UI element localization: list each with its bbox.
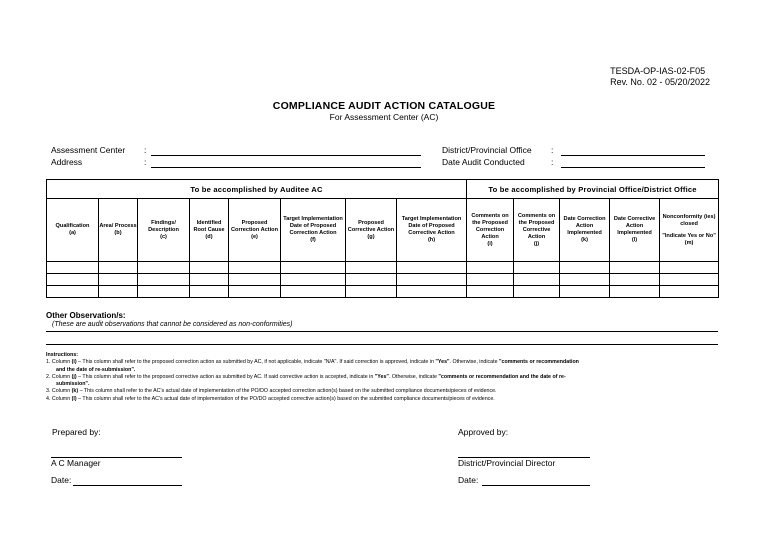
- table-cell[interactable]: [610, 262, 660, 274]
- column-header: Comments on the Proposed Correction Action (i): [467, 199, 514, 262]
- instructions: [46, 352, 726, 403]
- instructions-title: Instructions:: [46, 352, 79, 358]
- table-cell[interactable]: [229, 262, 281, 274]
- table-cell[interactable]: [660, 274, 719, 286]
- district-director-label: District/Provincial Director: [458, 458, 556, 468]
- table-cell[interactable]: [47, 262, 99, 274]
- table-cell[interactable]: [190, 262, 229, 274]
- section-provincial-office: To be accomplished by Provincial Office/District Office: [467, 180, 719, 199]
- ac-manager-label: A C Manager: [51, 458, 101, 468]
- column-header: Identified Root Cause (d): [190, 199, 229, 262]
- document-code: [610, 66, 710, 88]
- table-cell[interactable]: [346, 262, 397, 274]
- address-colon: :: [144, 157, 147, 167]
- district-office-field[interactable]: [561, 155, 705, 156]
- district-office-colon: :: [551, 145, 554, 155]
- table-cell[interactable]: [467, 286, 514, 298]
- table-cell[interactable]: [660, 286, 719, 298]
- table-cell[interactable]: [190, 286, 229, 298]
- table-cell[interactable]: [660, 262, 719, 274]
- section-auditee: To be accomplished by Auditee AC: [47, 180, 467, 199]
- table-cell[interactable]: [610, 286, 660, 298]
- table-cell[interactable]: [346, 286, 397, 298]
- column-header: Comments on the Proposed Corrective Action (j): [514, 199, 560, 262]
- observations-title: Other Observation/s:: [46, 311, 126, 320]
- observations-line[interactable]: [46, 331, 718, 332]
- column-header: Date Correction Action Implemented (k): [560, 199, 610, 262]
- page-title: COMPLIANCE AUDIT ACTION CATALOGUE: [272, 100, 496, 112]
- table-cell[interactable]: [229, 286, 281, 298]
- table-cell[interactable]: [514, 262, 560, 274]
- instruction-item: 4. Column (l) – This column shall refer to the AC's actual date of implementation of the PO/DO accepted corrective action(s) based on the submitted compliance documents/pieces of evidence.: [46, 395, 495, 402]
- table-row: [47, 262, 719, 274]
- approved-by-label: Approved by:: [458, 427, 509, 437]
- column-header: Proposed Correction Action (e): [229, 199, 281, 262]
- table-cell[interactable]: [47, 274, 99, 286]
- instruction-item: 1. Column (i) – This column shall refer to the proposed correction action as submitted by AC, if not applicable, indicate "N/A". If said correction is approved, indicate in "Yes". Otherwise, indicate "comments or recommendation: [46, 359, 579, 366]
- table-row: [47, 286, 719, 298]
- revision-number: Rev. No. 02 - 05/20/2022: [610, 77, 710, 87]
- table-cell[interactable]: [397, 274, 467, 286]
- prepared-by-label: Prepared by:: [52, 427, 101, 437]
- table-cell[interactable]: [397, 262, 467, 274]
- table-cell[interactable]: [281, 274, 346, 286]
- table-cell[interactable]: [47, 286, 99, 298]
- table-cell[interactable]: [514, 286, 560, 298]
- date-left-field[interactable]: [73, 485, 182, 486]
- column-header: Target Implementation Date of Proposed Corrective Action (h): [397, 199, 467, 262]
- table-cell[interactable]: [560, 262, 610, 274]
- date-right-label: Date:: [458, 475, 479, 485]
- table-cell[interactable]: [610, 274, 660, 286]
- table-cell[interactable]: [467, 274, 514, 286]
- table-cell[interactable]: [138, 286, 190, 298]
- column-header: Target Implementation Date of Proposed Correction Action (f): [281, 199, 346, 262]
- instruction-item: 2. Column (j) – This column shall refer to the proposed corrective action as submitted by AC. If said corrective action is accepted, indicate in "Yes". Otherwise, indicate "comments or recommendation and the date of re-: [46, 373, 566, 380]
- assessment-center-colon: :: [144, 145, 147, 155]
- assessment-center-field[interactable]: [151, 155, 421, 156]
- instruction-item-continued: and the date of re-submission".: [56, 366, 136, 373]
- table-cell[interactable]: [560, 286, 610, 298]
- table-cell[interactable]: [99, 286, 138, 298]
- table-cell[interactable]: [281, 286, 346, 298]
- district-office-label: District/Provincial Office: [442, 145, 532, 155]
- address-label: Address: [51, 157, 83, 167]
- page-subtitle: For Assessment Center (AC): [329, 112, 439, 122]
- instruction-item-continued: submission".: [56, 381, 90, 388]
- table-cell[interactable]: [467, 262, 514, 274]
- instruction-item: 3. Column (k) – This column shall refer to the AC's actual date of implementation of the PO/DO accepted correction action(s) based on the submitted compliance documents/pieces of evidence.: [46, 388, 497, 395]
- table-cell[interactable]: [560, 274, 610, 286]
- date-audit-colon: :: [551, 157, 554, 167]
- date-left-label: Date:: [51, 475, 72, 485]
- date-audit-field[interactable]: [561, 167, 705, 168]
- address-field[interactable]: [151, 167, 421, 168]
- form-code: TESDA-OP-IAS-02-F05: [610, 66, 706, 76]
- column-header: Qualification (a): [47, 199, 99, 262]
- audit-action-table: [46, 179, 719, 298]
- table-cell[interactable]: [99, 274, 138, 286]
- column-header: Nonconformity (ies) closed "Indicate Yes or No" (m): [660, 199, 719, 262]
- table-cell[interactable]: [346, 274, 397, 286]
- table-cell[interactable]: [99, 262, 138, 274]
- table-row: [47, 274, 719, 286]
- observations-note: (These are audit observations that cannot be considered as non-conformities): [52, 321, 293, 328]
- observations-line[interactable]: [46, 344, 718, 345]
- column-header: Findings/ Description (c): [138, 199, 190, 262]
- date-right-field[interactable]: [482, 485, 590, 486]
- table-cell[interactable]: [397, 286, 467, 298]
- assessment-center-label: Assessment Center: [51, 145, 126, 155]
- table-cell[interactable]: [229, 274, 281, 286]
- table-cell[interactable]: [281, 262, 346, 274]
- table-cell[interactable]: [190, 274, 229, 286]
- table-cell[interactable]: [514, 274, 560, 286]
- table-cell[interactable]: [138, 274, 190, 286]
- column-header: Date Corrective Action Implemented (l): [610, 199, 660, 262]
- date-audit-label: Date Audit Conducted: [442, 157, 525, 167]
- table-cell[interactable]: [138, 262, 190, 274]
- column-header: Area/ Process (b): [99, 199, 138, 262]
- column-header: Proposed Corrective Action (g): [346, 199, 397, 262]
